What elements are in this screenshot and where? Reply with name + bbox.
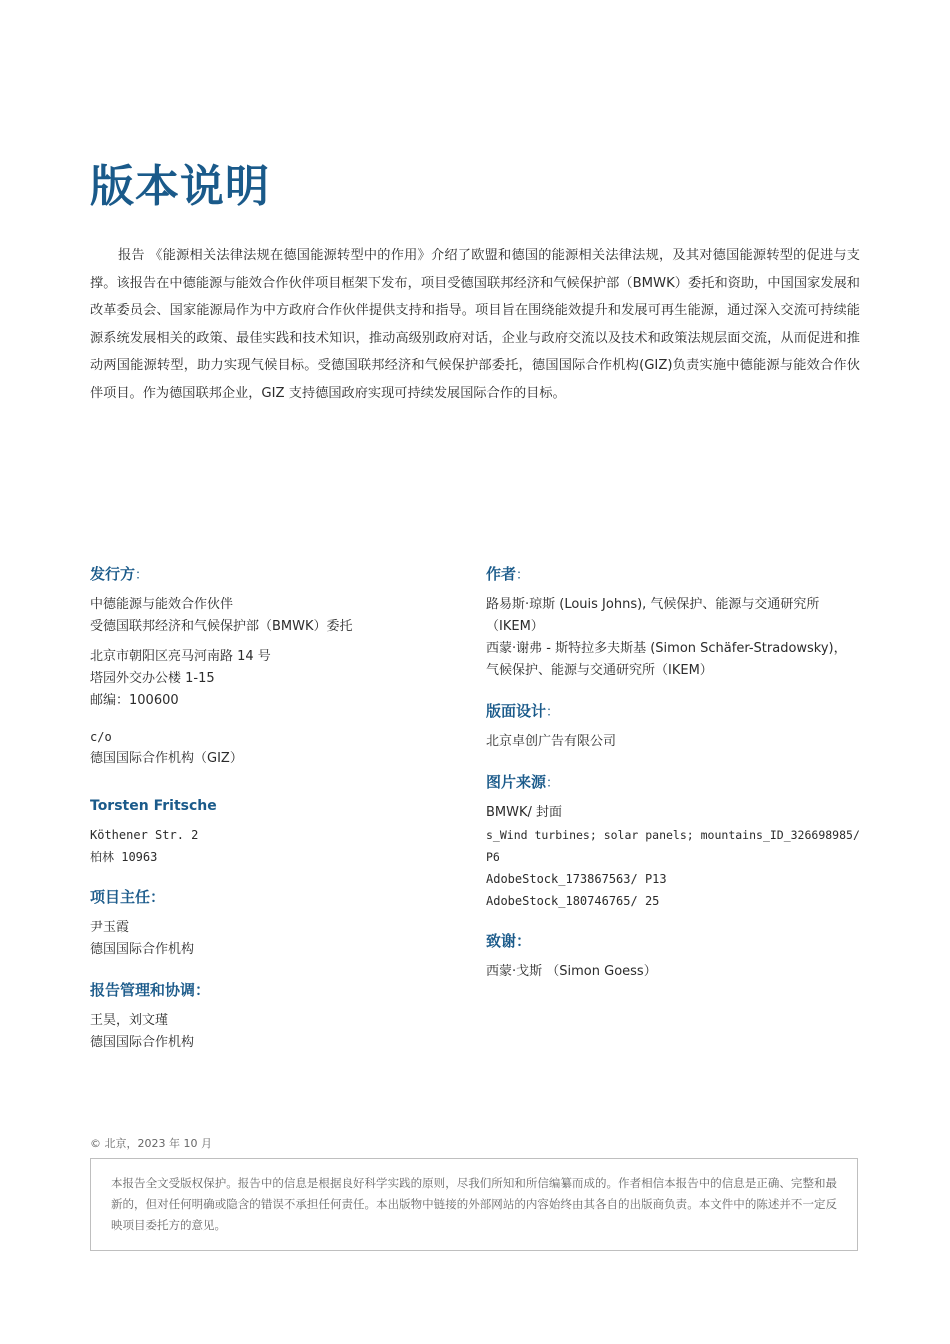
coordination-heading-colon: ：: [195, 981, 211, 999]
publisher-care-of: c/o: [90, 730, 112, 744]
project-lead-heading: [90, 886, 480, 907]
thanks-heading-colon: ：: [516, 932, 532, 950]
publisher-city: 柏林 10963: [90, 850, 158, 864]
publisher-person: Torsten Fritsche: [90, 798, 217, 814]
images-heading: [486, 771, 866, 792]
project-lead-name: 尹玉霞: [90, 920, 130, 935]
left-column: [90, 563, 480, 1072]
page-title: 版本说明: [90, 161, 270, 212]
images-line-1: BMWK/ 封面: [486, 805, 563, 820]
publisher-address-2: 塔园外交办公楼 1-15: [90, 671, 215, 686]
publisher-section: [90, 563, 480, 868]
thanks-heading-text: 致谢: [486, 932, 517, 950]
disclaimer-box: 本报告全文受版权保护。报告中的信息是根据良好科学实践的原则，尽我们所知和所信编纂而成的。作者相信本报告中的信息是正确、完整和最新的，但对任何明确或隐含的错误不承担任何责任。本出版物中链接的外部网站的内容始终由其各自的出版商负责。本文件中的陈述并不一定反映项目委托方的意见。: [90, 1158, 858, 1251]
project-lead-org: 德国国际合作机构: [90, 942, 195, 957]
images-heading-text: 图片来源: [486, 773, 547, 791]
coordination-section: [90, 979, 480, 1054]
authors-line-3: 西蒙·谢弗 - 斯特拉多夫斯基 (Simon Schäfer-Stradowsky)，: [486, 641, 847, 656]
copyright: © 北京，2023 年 10 月: [90, 1137, 212, 1150]
publisher-heading-text: 发行方: [90, 565, 136, 583]
images-heading-colon: ：: [546, 776, 560, 791]
right-column: [486, 563, 866, 1001]
design-company: 北京卓创广告有限公司: [486, 734, 617, 749]
thanks-heading: [486, 930, 866, 951]
coordination-heading: [90, 979, 480, 1000]
authors-line-1: 路易斯·琼斯 (Louis Johns), 气候保护、能源与交通研究所: [486, 597, 820, 612]
publisher-postcode: 邮编：100600: [90, 693, 179, 708]
intro-paragraph: 报告 《能源相关法律法规在德国能源转型中的作用》介绍了欧盟和德国的能源相关法律法规，及其对德国能源转型的促进与支撑。该报告在中德能源与能效合作伙伴项目框架下发布，项目受德国联邦经济和气候保护部（BMWK）委托和资助，中国国家发展和改革委员会、国家能源局作为中方政府合作伙伴提供支持和指导。项目旨在围绕能效提升和发展可再生能源，通过深入交流可持续能源系统发展相关的政策、最佳实践和技术知识，推动高级别政府对话，企业与政府交流以及技术和政策法规层面交流，从而促进和推动两国能源转型，助力实现气候目标。受德国联邦经济和气候保护部委托，德国国际合作机构(GIZ)负责实施中德能源与能效合作伙伴项目。作为德国联邦企业，GIZ 支持德国政府实现可持续发展国际合作的目标。: [90, 248, 860, 401]
coordination-heading-text: 报告管理和协调: [90, 981, 196, 999]
authors-line-2: （IKEM）: [486, 619, 544, 634]
thanks-name: 西蒙·戈斯 （Simon Goess）: [486, 964, 657, 979]
publisher-street: Köthener Str. 2: [90, 828, 199, 842]
authors-heading: [486, 563, 866, 584]
images-line-3: AdobeStock_173867563/ P13: [486, 872, 667, 886]
project-lead-heading-colon: ：: [150, 888, 166, 906]
coordination-org: 德国国际合作机构: [90, 1035, 195, 1050]
publisher-heading: [90, 563, 480, 584]
authors-heading-text: 作者: [486, 565, 517, 583]
publisher-giz: 德国国际合作机构（GIZ）: [90, 751, 243, 766]
images-line-2: s_Wind turbines; solar panels; mountains_ID_326698985/ P6: [486, 828, 860, 864]
design-heading-colon: ：: [546, 705, 560, 720]
images-line-4: AdobeStock_180746765/ 25: [486, 894, 660, 908]
project-lead-heading-text: 项目主任: [90, 888, 151, 906]
design-heading: [486, 700, 866, 721]
authors-heading-colon: ：: [516, 568, 530, 583]
design-section: [486, 700, 866, 753]
publisher-org-2: 受德国联邦经济和气候保护部（BMWK）委托: [90, 619, 353, 634]
authors-line-4: 气候保护、能源与交通研究所（IKEM）: [486, 663, 713, 678]
thanks-section: [486, 930, 866, 983]
project-lead-section: [90, 886, 480, 961]
publisher-heading-colon: ：: [135, 568, 149, 583]
authors-section: [486, 563, 866, 682]
images-section: [486, 771, 866, 912]
design-heading-text: 版面设计: [486, 702, 547, 720]
coordination-names: 王昊，刘文瑾: [90, 1013, 169, 1028]
publisher-org-1: 中德能源与能效合作伙伴: [90, 597, 234, 612]
publisher-address-1: 北京市朝阳区亮马河南路 14 号: [90, 649, 271, 664]
